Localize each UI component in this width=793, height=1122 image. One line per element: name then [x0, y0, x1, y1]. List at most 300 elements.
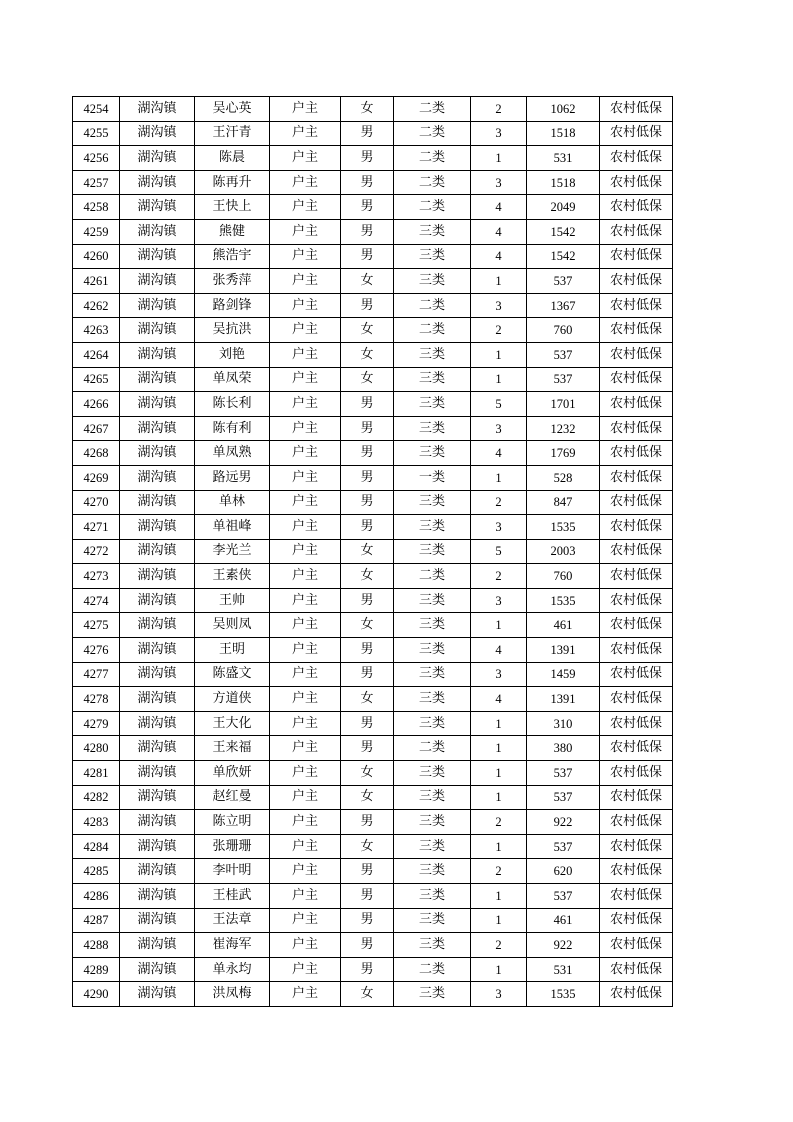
- serial-number-cell: 4288: [73, 933, 120, 958]
- name-cell: 单凤荣: [195, 367, 270, 392]
- aid-type-cell: 农村低保: [600, 736, 673, 761]
- table-row: [73, 884, 673, 909]
- aid-type-cell: 农村低保: [600, 908, 673, 933]
- serial-number-cell: 4263: [73, 318, 120, 343]
- gender-cell: 女: [341, 982, 394, 1007]
- town-cell: 湖沟镇: [120, 834, 195, 859]
- gender-cell: 男: [341, 810, 394, 835]
- category-cell: 二类: [394, 170, 471, 195]
- aid-type-cell: 农村低保: [600, 465, 673, 490]
- town-cell: 湖沟镇: [120, 146, 195, 171]
- town-cell: 湖沟镇: [120, 170, 195, 195]
- table-row: [73, 588, 673, 613]
- relation-cell: 户主: [270, 957, 341, 982]
- amount-cell: 461: [527, 908, 600, 933]
- table-row: [73, 859, 673, 884]
- table-row: [73, 441, 673, 466]
- category-cell: 三类: [394, 785, 471, 810]
- gender-cell: 男: [341, 859, 394, 884]
- amount-cell: 537: [527, 269, 600, 294]
- household-size-cell: 3: [471, 515, 527, 540]
- relation-cell: 户主: [270, 392, 341, 417]
- relation-cell: 户主: [270, 859, 341, 884]
- household-size-cell: 2: [471, 490, 527, 515]
- name-cell: 李光兰: [195, 539, 270, 564]
- category-cell: 三类: [394, 219, 471, 244]
- relation-cell: 户主: [270, 170, 341, 195]
- household-size-cell: 3: [471, 121, 527, 146]
- gender-cell: 男: [341, 195, 394, 220]
- household-size-cell: 4: [471, 687, 527, 712]
- household-size-cell: 4: [471, 638, 527, 663]
- category-cell: 三类: [394, 711, 471, 736]
- gender-cell: 男: [341, 490, 394, 515]
- aid-type-cell: 农村低保: [600, 293, 673, 318]
- town-cell: 湖沟镇: [120, 982, 195, 1007]
- town-cell: 湖沟镇: [120, 761, 195, 786]
- category-cell: 三类: [394, 884, 471, 909]
- serial-number-cell: 4267: [73, 416, 120, 441]
- category-cell: 三类: [394, 367, 471, 392]
- amount-cell: 1535: [527, 982, 600, 1007]
- relation-cell: 户主: [270, 884, 341, 909]
- aid-type-cell: 农村低保: [600, 785, 673, 810]
- gender-cell: 女: [341, 539, 394, 564]
- relation-cell: 户主: [270, 219, 341, 244]
- name-cell: 崔海军: [195, 933, 270, 958]
- amount-cell: 537: [527, 884, 600, 909]
- name-cell: 单祖峰: [195, 515, 270, 540]
- town-cell: 湖沟镇: [120, 342, 195, 367]
- table-row: [73, 97, 673, 122]
- table-row: [73, 416, 673, 441]
- gender-cell: 男: [341, 121, 394, 146]
- category-cell: 二类: [394, 195, 471, 220]
- serial-number-cell: 4257: [73, 170, 120, 195]
- gender-cell: 男: [341, 416, 394, 441]
- serial-number-cell: 4266: [73, 392, 120, 417]
- aid-type-cell: 农村低保: [600, 515, 673, 540]
- town-cell: 湖沟镇: [120, 785, 195, 810]
- name-cell: 吴心英: [195, 97, 270, 122]
- town-cell: 湖沟镇: [120, 515, 195, 540]
- aid-type-cell: 农村低保: [600, 244, 673, 269]
- category-cell: 三类: [394, 244, 471, 269]
- household-size-cell: 2: [471, 318, 527, 343]
- category-cell: 三类: [394, 342, 471, 367]
- serial-number-cell: 4286: [73, 884, 120, 909]
- serial-number-cell: 4271: [73, 515, 120, 540]
- serial-number-cell: 4258: [73, 195, 120, 220]
- serial-number-cell: 4256: [73, 146, 120, 171]
- table-row: [73, 711, 673, 736]
- town-cell: 湖沟镇: [120, 244, 195, 269]
- amount-cell: 1701: [527, 392, 600, 417]
- relation-cell: 户主: [270, 908, 341, 933]
- table-row: [73, 687, 673, 712]
- category-cell: 三类: [394, 441, 471, 466]
- aid-type-cell: 农村低保: [600, 121, 673, 146]
- gender-cell: 女: [341, 318, 394, 343]
- aid-type-cell: 农村低保: [600, 687, 673, 712]
- aid-type-cell: 农村低保: [600, 884, 673, 909]
- serial-number-cell: 4282: [73, 785, 120, 810]
- aid-type-cell: 农村低保: [600, 146, 673, 171]
- aid-type-cell: 农村低保: [600, 662, 673, 687]
- relation-cell: 户主: [270, 687, 341, 712]
- serial-number-cell: 4264: [73, 342, 120, 367]
- serial-number-cell: 4255: [73, 121, 120, 146]
- aid-type-cell: 农村低保: [600, 613, 673, 638]
- town-cell: 湖沟镇: [120, 859, 195, 884]
- name-cell: 陈有利: [195, 416, 270, 441]
- amount-cell: 531: [527, 146, 600, 171]
- amount-cell: 537: [527, 342, 600, 367]
- relation-cell: 户主: [270, 293, 341, 318]
- relation-cell: 户主: [270, 146, 341, 171]
- category-cell: 三类: [394, 490, 471, 515]
- name-cell: 洪凤梅: [195, 982, 270, 1007]
- category-cell: 三类: [394, 834, 471, 859]
- serial-number-cell: 4262: [73, 293, 120, 318]
- name-cell: 吴则凤: [195, 613, 270, 638]
- aid-type-cell: 农村低保: [600, 588, 673, 613]
- name-cell: 熊健: [195, 219, 270, 244]
- table-body: [73, 97, 673, 1007]
- serial-number-cell: 4281: [73, 761, 120, 786]
- household-size-cell: 1: [471, 736, 527, 761]
- household-size-cell: 1: [471, 785, 527, 810]
- table-row: [73, 933, 673, 958]
- name-cell: 赵红曼: [195, 785, 270, 810]
- name-cell: 熊浩宇: [195, 244, 270, 269]
- amount-cell: 528: [527, 465, 600, 490]
- relation-cell: 户主: [270, 539, 341, 564]
- aid-type-cell: 农村低保: [600, 859, 673, 884]
- aid-type-cell: 农村低保: [600, 342, 673, 367]
- category-cell: 二类: [394, 736, 471, 761]
- town-cell: 湖沟镇: [120, 662, 195, 687]
- category-cell: 三类: [394, 859, 471, 884]
- relation-cell: 户主: [270, 638, 341, 663]
- gender-cell: 女: [341, 342, 394, 367]
- table-row: [73, 736, 673, 761]
- gender-cell: 男: [341, 515, 394, 540]
- amount-cell: 760: [527, 564, 600, 589]
- aid-type-cell: 农村低保: [600, 539, 673, 564]
- category-cell: 三类: [394, 982, 471, 1007]
- aid-type-cell: 农村低保: [600, 367, 673, 392]
- town-cell: 湖沟镇: [120, 490, 195, 515]
- amount-cell: 1062: [527, 97, 600, 122]
- table-row: [73, 613, 673, 638]
- name-cell: 刘艳: [195, 342, 270, 367]
- town-cell: 湖沟镇: [120, 465, 195, 490]
- category-cell: 二类: [394, 146, 471, 171]
- relation-cell: 户主: [270, 982, 341, 1007]
- town-cell: 湖沟镇: [120, 539, 195, 564]
- town-cell: 湖沟镇: [120, 908, 195, 933]
- amount-cell: 2003: [527, 539, 600, 564]
- category-cell: 三类: [394, 761, 471, 786]
- relation-cell: 户主: [270, 810, 341, 835]
- household-size-cell: 1: [471, 711, 527, 736]
- gender-cell: 男: [341, 638, 394, 663]
- table-row: [73, 170, 673, 195]
- relation-cell: 户主: [270, 269, 341, 294]
- amount-cell: 1391: [527, 687, 600, 712]
- household-size-cell: 2: [471, 933, 527, 958]
- household-size-cell: 1: [471, 146, 527, 171]
- relation-cell: 户主: [270, 736, 341, 761]
- gender-cell: 女: [341, 687, 394, 712]
- town-cell: 湖沟镇: [120, 269, 195, 294]
- amount-cell: 620: [527, 859, 600, 884]
- name-cell: 吴抗洪: [195, 318, 270, 343]
- serial-number-cell: 4279: [73, 711, 120, 736]
- serial-number-cell: 4287: [73, 908, 120, 933]
- category-cell: 三类: [394, 908, 471, 933]
- town-cell: 湖沟镇: [120, 613, 195, 638]
- table-row: [73, 318, 673, 343]
- amount-cell: 1367: [527, 293, 600, 318]
- table-row: [73, 465, 673, 490]
- household-size-cell: 1: [471, 613, 527, 638]
- household-size-cell: 1: [471, 908, 527, 933]
- name-cell: 陈立明: [195, 810, 270, 835]
- name-cell: 单林: [195, 490, 270, 515]
- name-cell: 王帅: [195, 588, 270, 613]
- name-cell: 李叶明: [195, 859, 270, 884]
- category-cell: 三类: [394, 515, 471, 540]
- amount-cell: 760: [527, 318, 600, 343]
- table-row: [73, 515, 673, 540]
- relation-cell: 户主: [270, 933, 341, 958]
- serial-number-cell: 4280: [73, 736, 120, 761]
- gender-cell: 男: [341, 736, 394, 761]
- town-cell: 湖沟镇: [120, 367, 195, 392]
- amount-cell: 1535: [527, 515, 600, 540]
- gender-cell: 女: [341, 761, 394, 786]
- serial-number-cell: 4278: [73, 687, 120, 712]
- town-cell: 湖沟镇: [120, 711, 195, 736]
- town-cell: 湖沟镇: [120, 638, 195, 663]
- serial-number-cell: 4270: [73, 490, 120, 515]
- relation-cell: 户主: [270, 785, 341, 810]
- town-cell: 湖沟镇: [120, 416, 195, 441]
- serial-number-cell: 4283: [73, 810, 120, 835]
- table-row: [73, 982, 673, 1007]
- relation-cell: 户主: [270, 441, 341, 466]
- aid-type-cell: 农村低保: [600, 416, 673, 441]
- amount-cell: 2049: [527, 195, 600, 220]
- table-row: [73, 244, 673, 269]
- table-row: [73, 785, 673, 810]
- name-cell: 陈长利: [195, 392, 270, 417]
- town-cell: 湖沟镇: [120, 293, 195, 318]
- gender-cell: 男: [341, 957, 394, 982]
- category-cell: 二类: [394, 97, 471, 122]
- name-cell: 张秀萍: [195, 269, 270, 294]
- amount-cell: 537: [527, 761, 600, 786]
- town-cell: 湖沟镇: [120, 933, 195, 958]
- category-cell: 三类: [394, 392, 471, 417]
- relation-cell: 户主: [270, 416, 341, 441]
- amount-cell: 1542: [527, 219, 600, 244]
- gender-cell: 男: [341, 219, 394, 244]
- aid-type-cell: 农村低保: [600, 834, 673, 859]
- table-row: [73, 293, 673, 318]
- serial-number-cell: 4273: [73, 564, 120, 589]
- amount-cell: 537: [527, 367, 600, 392]
- aid-type-cell: 农村低保: [600, 810, 673, 835]
- serial-number-cell: 4276: [73, 638, 120, 663]
- amount-cell: 922: [527, 933, 600, 958]
- household-size-cell: 2: [471, 859, 527, 884]
- serial-number-cell: 4274: [73, 588, 120, 613]
- aid-type-cell: 农村低保: [600, 761, 673, 786]
- town-cell: 湖沟镇: [120, 564, 195, 589]
- amount-cell: 537: [527, 785, 600, 810]
- serial-number-cell: 4290: [73, 982, 120, 1007]
- gender-cell: 女: [341, 834, 394, 859]
- household-size-cell: 1: [471, 761, 527, 786]
- relation-cell: 户主: [270, 761, 341, 786]
- gender-cell: 男: [341, 465, 394, 490]
- household-size-cell: 5: [471, 392, 527, 417]
- amount-cell: 1459: [527, 662, 600, 687]
- gender-cell: 男: [341, 146, 394, 171]
- category-cell: 三类: [394, 638, 471, 663]
- household-size-cell: 1: [471, 465, 527, 490]
- aid-type-cell: 农村低保: [600, 97, 673, 122]
- household-size-cell: 3: [471, 293, 527, 318]
- household-size-cell: 4: [471, 441, 527, 466]
- category-cell: 三类: [394, 662, 471, 687]
- relation-cell: 户主: [270, 97, 341, 122]
- gender-cell: 女: [341, 564, 394, 589]
- table-row: [73, 810, 673, 835]
- relation-cell: 户主: [270, 613, 341, 638]
- name-cell: 路剑锋: [195, 293, 270, 318]
- serial-number-cell: 4259: [73, 219, 120, 244]
- household-size-cell: 4: [471, 219, 527, 244]
- category-cell: 二类: [394, 318, 471, 343]
- table-row: [73, 834, 673, 859]
- serial-number-cell: 4269: [73, 465, 120, 490]
- category-cell: 三类: [394, 810, 471, 835]
- town-cell: 湖沟镇: [120, 957, 195, 982]
- town-cell: 湖沟镇: [120, 392, 195, 417]
- aid-type-cell: 农村低保: [600, 982, 673, 1007]
- aid-type-cell: 农村低保: [600, 564, 673, 589]
- aid-type-cell: 农村低保: [600, 170, 673, 195]
- aid-type-cell: 农村低保: [600, 392, 673, 417]
- name-cell: 陈盛文: [195, 662, 270, 687]
- town-cell: 湖沟镇: [120, 687, 195, 712]
- aid-type-cell: 农村低保: [600, 441, 673, 466]
- name-cell: 王快上: [195, 195, 270, 220]
- town-cell: 湖沟镇: [120, 441, 195, 466]
- table-row: [73, 219, 673, 244]
- amount-cell: 1391: [527, 638, 600, 663]
- table-row: [73, 490, 673, 515]
- gender-cell: 男: [341, 293, 394, 318]
- category-cell: 二类: [394, 293, 471, 318]
- household-size-cell: 1: [471, 834, 527, 859]
- town-cell: 湖沟镇: [120, 97, 195, 122]
- relation-cell: 户主: [270, 564, 341, 589]
- relation-cell: 户主: [270, 711, 341, 736]
- amount-cell: 1232: [527, 416, 600, 441]
- gender-cell: 女: [341, 367, 394, 392]
- aid-type-cell: 农村低保: [600, 195, 673, 220]
- aid-type-cell: 农村低保: [600, 318, 673, 343]
- gender-cell: 男: [341, 441, 394, 466]
- name-cell: 陈晨: [195, 146, 270, 171]
- household-size-cell: 2: [471, 97, 527, 122]
- gender-cell: 女: [341, 613, 394, 638]
- aid-type-cell: 农村低保: [600, 269, 673, 294]
- category-cell: 三类: [394, 933, 471, 958]
- amount-cell: 531: [527, 957, 600, 982]
- name-cell: 方道侠: [195, 687, 270, 712]
- category-cell: 二类: [394, 564, 471, 589]
- category-cell: 三类: [394, 416, 471, 441]
- household-size-cell: 4: [471, 244, 527, 269]
- category-cell: 三类: [394, 687, 471, 712]
- gender-cell: 男: [341, 933, 394, 958]
- amount-cell: 1518: [527, 121, 600, 146]
- relation-cell: 户主: [270, 318, 341, 343]
- gender-cell: 女: [341, 785, 394, 810]
- gender-cell: 男: [341, 244, 394, 269]
- table-row: [73, 638, 673, 663]
- relation-cell: 户主: [270, 515, 341, 540]
- amount-cell: 310: [527, 711, 600, 736]
- amount-cell: 380: [527, 736, 600, 761]
- aid-type-cell: 农村低保: [600, 933, 673, 958]
- serial-number-cell: 4284: [73, 834, 120, 859]
- gender-cell: 男: [341, 884, 394, 909]
- table-row: [73, 539, 673, 564]
- household-size-cell: 1: [471, 367, 527, 392]
- gender-cell: 女: [341, 97, 394, 122]
- amount-cell: 461: [527, 613, 600, 638]
- name-cell: 王汗青: [195, 121, 270, 146]
- serial-number-cell: 4268: [73, 441, 120, 466]
- data-table: [72, 96, 673, 1007]
- table-row: [73, 957, 673, 982]
- category-cell: 三类: [394, 613, 471, 638]
- relation-cell: 户主: [270, 834, 341, 859]
- table-row: [73, 342, 673, 367]
- category-cell: 二类: [394, 957, 471, 982]
- relation-cell: 户主: [270, 121, 341, 146]
- gender-cell: 男: [341, 662, 394, 687]
- name-cell: 单永均: [195, 957, 270, 982]
- table-row: [73, 269, 673, 294]
- amount-cell: 1542: [527, 244, 600, 269]
- amount-cell: 1535: [527, 588, 600, 613]
- serial-number-cell: 4260: [73, 244, 120, 269]
- aid-type-cell: 农村低保: [600, 219, 673, 244]
- table-row: [73, 392, 673, 417]
- household-size-cell: 3: [471, 588, 527, 613]
- relation-cell: 户主: [270, 465, 341, 490]
- amount-cell: 922: [527, 810, 600, 835]
- gender-cell: 男: [341, 908, 394, 933]
